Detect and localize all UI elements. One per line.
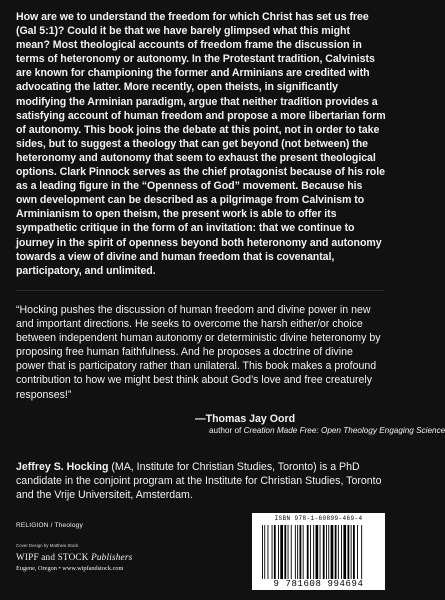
publisher-logo [16, 552, 132, 562]
endorsement-quote: “Hocking pushes the discussion of human freedom and divine power in new and important directions. He seeks to overcome the harsh either/or choice between independent human autonomy or deterministic divine heteronomy by proposing free human faithfulness. And he proposes a doctrine of divine power that is participatory rather than unilateral. This book makes a profound contribution to how we might best think about God’s love and free creaturely responses!” [16, 304, 381, 401]
barcode-bar [353, 525, 355, 579]
barcode-bar [278, 525, 279, 579]
endorser-name: —Thomas Jay Oord [195, 413, 296, 425]
isbn-label: ISBN 978-1-60899-469-4 [274, 515, 363, 522]
section-divider [16, 290, 384, 291]
barcode-bars [262, 525, 375, 579]
barcode-bar [323, 525, 325, 579]
barcode-bar [351, 525, 352, 579]
book-description: How are we to understand the freedom for which Christ has set us free (Gal 5:1)? Could it be that we have barely glimpsed what this might mean? Most theological accounts of freedom frame the discussion in terms of heteronomy or autonomy. In the Protestant tradition, Calvinists are known for championing the former and Arminians are credited with advocating the latter. More recently, open theists, in significantly modifying the Arminian paradigm, argue that neither tradition provides a satisfying account of human freedom and propose a more libertarian form of autonomy. This book joins the debate at this point, not in order to take sides, but to suggest a theology that can get beyond (not between) the heteronomy and autonomy that seem to exhaust the present theological options. Clark Pinnock serves as the chief protagonist because of his role as a leading figure in the “Openness of God” movement. Because his own development can be described as a pilgrimage from Calvinism to Arminianism to open theism, the present work is able to offer its sympathetic critique in the form of an invitation: that we continue to journey in the spirit of openness beyond both heteronomy and autonomy towards a view of divine and human freedom that is covenantal, participatory, and unlimited. [16, 11, 386, 277]
barcode-bar [295, 525, 296, 579]
barcode-bar [361, 525, 362, 579]
barcode-bar [348, 525, 350, 579]
barcode-bar [297, 525, 298, 579]
author-bio-text: (MA, Institute for Christian Studies, Toronto) is a PhD candidate in the conjoint program at the Institute for Christian Studies, Toronto and the Vrije Universiteit, Amsterdam. [16, 461, 382, 502]
barcode-bar [310, 525, 311, 579]
publisher-name: WIPF and STOCK [16, 552, 89, 562]
endorser-credit-prefix: author of [209, 426, 244, 435]
barcode-bar [357, 525, 358, 579]
barcode-bar [320, 525, 321, 579]
barcode-bar [291, 525, 292, 579]
barcode-bar [300, 525, 302, 579]
barcode-bar [316, 525, 319, 579]
endorser-credit [209, 426, 445, 435]
barcode-bar [341, 525, 342, 579]
endorser-book-title: Creation Made Free: Open Theology Engaging Science [243, 426, 445, 435]
subject-category: RELIGION / Theology [16, 522, 83, 529]
barcode-bar [268, 525, 269, 579]
barcode-bar [264, 525, 265, 579]
cover-design-credit: Cover Design by Matthew Stock [16, 543, 79, 548]
barcode-bar [288, 525, 289, 579]
barcode-bar [331, 525, 334, 579]
barcode-bar [343, 525, 346, 579]
barcode-bar [280, 525, 283, 579]
barcode-bar [274, 525, 276, 579]
barcode-digits: 9 781608 994694 [273, 579, 364, 589]
publisher-address: Eugene, Oregon • www.wipfandstock.com [16, 565, 124, 572]
barcode-bar [338, 525, 339, 579]
barcode-bar [303, 525, 304, 579]
barcode-bar [335, 525, 337, 579]
barcode-bar [307, 525, 309, 579]
barcode-bar [284, 525, 286, 579]
publisher-suffix: Publishers [91, 552, 133, 562]
author-bio [16, 460, 384, 502]
barcode-bar [272, 525, 273, 579]
isbn-barcode [252, 513, 385, 590]
barcode-bar [328, 525, 329, 579]
barcode-bar [262, 525, 263, 579]
author-name: Jeffrey S. Hocking [16, 461, 109, 473]
barcode-bar [313, 525, 314, 579]
barcode-bar [326, 525, 327, 579]
